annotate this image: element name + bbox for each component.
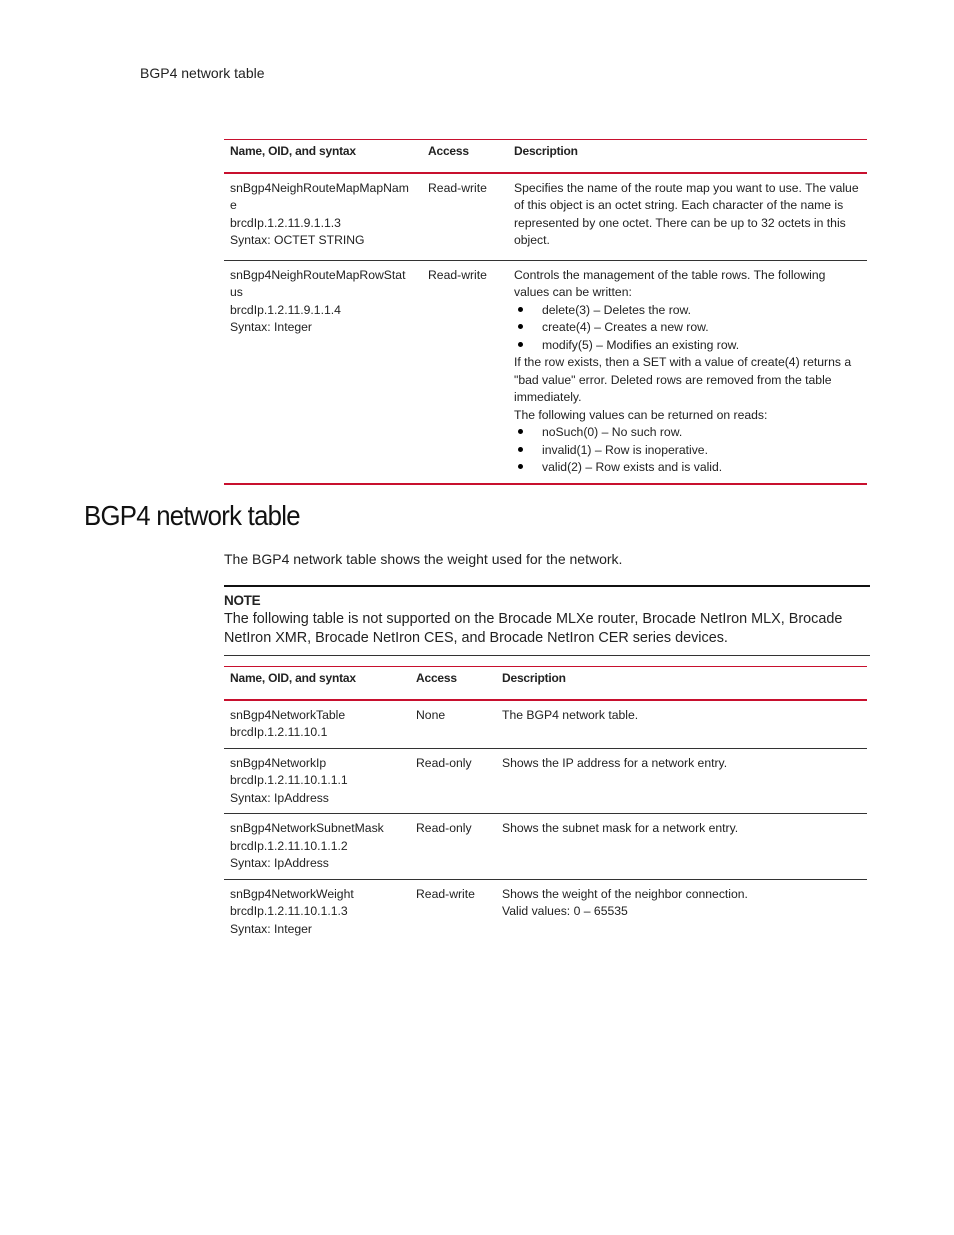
written-values-list	[514, 302, 861, 355]
column-header-access: Access	[410, 667, 496, 700]
description-line: Shows the IP address for a network entry.	[502, 755, 728, 770]
note-box	[224, 585, 870, 656]
row-description-cell: Specifies the name of the route map you want to use. The value of this object is an octet string. Each character of the name is represented by one octet. There can be up to 32 octets in this object.	[508, 173, 867, 261]
object-oid: brcdIp.1.2.11.9.1.1.3	[230, 215, 341, 230]
list-item: delete(3) – Deletes the row.	[514, 302, 861, 320]
list-item: valid(2) – Row exists and is valid.	[514, 459, 861, 477]
object-oid: brcdIp.1.2.11.10.1.1.3	[230, 904, 348, 918]
row-name-cell	[224, 814, 410, 880]
row-description-cell	[496, 700, 867, 749]
list-item: modify(5) – Modifies an existing row.	[514, 337, 861, 355]
object-name: snBgp4NetworkIp	[230, 755, 327, 770]
list-item: create(4) – Creates a new row.	[514, 319, 861, 337]
row-access-cell: Read-only	[410, 814, 496, 880]
object-oid: brcdIp.1.2.11.10.1.1.1	[230, 773, 348, 787]
object-syntax: Syntax: IpAddress	[230, 856, 329, 870]
row-description-cell	[508, 260, 867, 484]
column-header-name: Name, OID, and syntax	[224, 667, 410, 700]
row-name-cell	[224, 260, 422, 484]
note-label: NOTE	[224, 593, 261, 608]
description-line: Shows the subnet mask for a network entry.	[502, 821, 739, 835]
section-title: BGP4 network table	[84, 500, 300, 531]
list-item: noSuch(0) – No such row.	[514, 424, 861, 442]
object-syntax: Syntax: Integer	[230, 921, 312, 936]
table-header-row	[224, 140, 867, 173]
table-row	[224, 814, 867, 880]
row-name-cell	[224, 173, 422, 261]
row-description-cell	[496, 879, 867, 944]
column-header-description: Description	[496, 667, 867, 700]
network-table	[224, 666, 867, 944]
row-access-cell: Read-only	[410, 748, 496, 814]
row-description-cell	[496, 748, 867, 814]
object-oid: brcdIp.1.2.11.10.1	[230, 725, 328, 739]
row-description-cell	[496, 814, 867, 880]
description-intro: Controls the management of the table rows. The following values can be written:	[514, 267, 826, 299]
object-syntax: Syntax: IpAddress	[230, 790, 329, 805]
table-row	[224, 879, 867, 944]
description-middle: If the row exists, then a SET with a value of create(4) returns a "bad value" error. Deleted rows are removed from the table immediately.	[514, 355, 852, 404]
row-name-cell	[224, 879, 410, 944]
object-oid: brcdIp.1.2.11.9.1.1.4	[230, 302, 341, 317]
read-values-list	[514, 424, 861, 477]
object-syntax: Syntax: Integer	[230, 320, 312, 334]
section-intro: The BGP4 network table shows the weight used for the network.	[224, 551, 623, 567]
table-row	[224, 173, 867, 261]
object-name-wrap: e	[230, 198, 237, 212]
row-access-cell: Read-write	[422, 260, 508, 484]
note-text: The following table is not supported on the Brocade MLXe router, Brocade NetIron MLX, Brocade NetIron XMR, Brocade NetIron CES, and Brocade NetIron CER series devices.	[224, 611, 843, 646]
table-header-row	[224, 667, 867, 700]
route-map-table	[224, 139, 867, 485]
list-item: invalid(1) – Row is inoperative.	[514, 442, 861, 460]
description-line: Valid values: 0 – 65535	[502, 904, 628, 918]
column-header-name: Name, OID, and syntax	[224, 140, 422, 173]
object-oid: brcdIp.1.2.11.10.1.1.2	[230, 838, 348, 853]
description-line: Shows the weight of the neighbor connection.	[502, 886, 748, 901]
running-header: BGP4 network table	[140, 65, 265, 81]
row-access-cell: Read-write	[416, 886, 475, 901]
description-line: The BGP4 network table.	[502, 707, 639, 722]
row-access-cell: Read-write	[422, 173, 508, 261]
row-name-cell	[224, 748, 410, 814]
description-reads: The following values can be returned on reads:	[514, 407, 768, 422]
table-row	[224, 260, 867, 484]
object-syntax: Syntax: OCTET STRING	[230, 233, 365, 247]
row-name-cell	[224, 700, 410, 749]
column-header-access: Access	[422, 140, 508, 173]
object-name: snBgp4NetworkSubnetMask	[230, 821, 384, 835]
object-name: snBgp4NetworkWeight	[230, 886, 354, 901]
object-name-wrap: us	[230, 285, 243, 299]
table-row	[224, 700, 867, 749]
column-header-description: Description	[508, 140, 867, 173]
row-access-cell: None	[410, 700, 496, 749]
object-name: snBgp4NeighRouteMapRowStat	[230, 267, 406, 282]
object-name: snBgp4NeighRouteMapMapNam	[230, 180, 409, 195]
object-name: snBgp4NetworkTable	[230, 707, 346, 722]
table-row	[224, 748, 867, 814]
